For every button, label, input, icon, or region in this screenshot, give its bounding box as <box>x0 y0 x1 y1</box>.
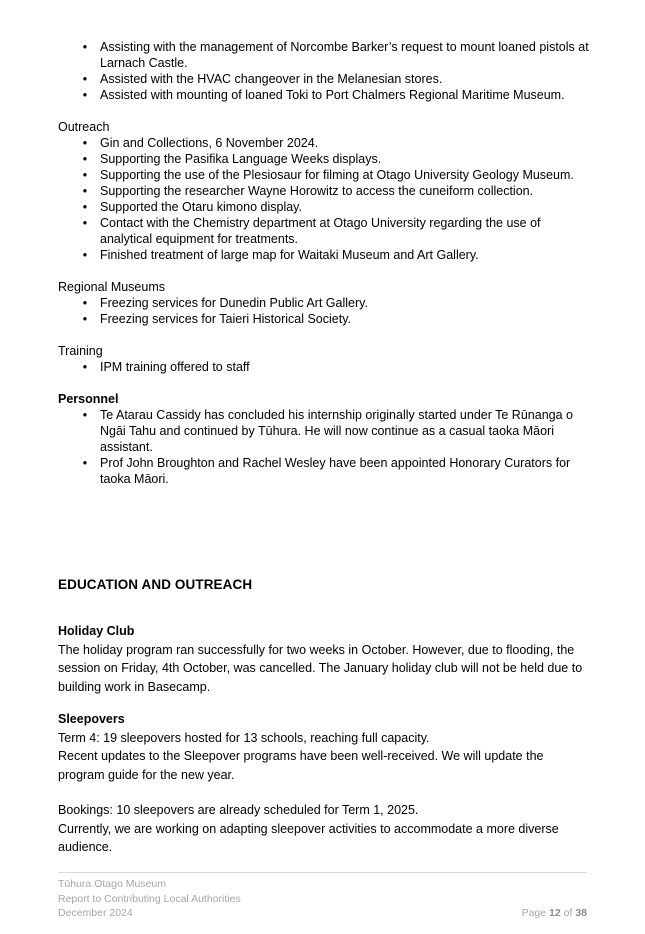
list-item-text: Freezing services for Dunedin Public Art Gallery. <box>100 296 368 310</box>
list-item-text: Supporting the use of the Plesiosaur for filming at Otago University Geology Museum. <box>100 168 574 182</box>
footer-divider <box>58 872 587 873</box>
list-item <box>58 247 593 263</box>
list-item <box>58 71 593 87</box>
list-item-text: Prof John Broughton and Rachel Wesley have been appointed Honorary Curators for taoka Māori. <box>100 456 571 486</box>
footer-org: Tūhura Otago Museum <box>58 878 166 890</box>
page-prefix: Page <box>521 907 547 919</box>
regional-museums-label: Regional Museums <box>58 280 165 294</box>
list-item <box>58 359 593 375</box>
bullet-icon: • <box>82 184 88 198</box>
sleepovers-line: Currently, we are working on adapting sleepover activities to accommodate a more diverse audience. <box>58 821 559 854</box>
section-heading: EDUCATION AND OUTREACH <box>58 577 253 592</box>
outreach-label: Outreach <box>58 120 110 134</box>
sleepovers-line: Term 4: 19 sleepovers hosted for 13 schools, reaching full capacity. <box>58 730 430 745</box>
bullet-icon: • <box>82 136 88 150</box>
list-item-text: Supporting the Pasifika Language Weeks displays. <box>100 152 382 166</box>
list-item-text: Gin and Collections, 6 November 2024. <box>100 136 319 150</box>
bullet-icon: • <box>82 248 88 262</box>
holiday-club-text: The holiday program ran successfully for two weeks in October. However, due to flooding, the session on Friday, 4th October, was cancelled. The January holiday club will not be held due to building work in Basecamp. <box>58 642 583 694</box>
bullet-icon: • <box>82 408 88 422</box>
collections-section <box>58 39 593 487</box>
bullet-icon: • <box>82 312 88 326</box>
bullet-icon: • <box>82 152 88 166</box>
list-item-text: Assisting with the management of Norcombe Barker’s request to mount loaned pistols at Larnach Castle. <box>100 40 589 70</box>
bullet-icon: • <box>82 200 88 214</box>
bullet-icon: • <box>82 456 88 470</box>
bullet-icon: • <box>82 40 88 54</box>
list-item <box>58 199 593 215</box>
list-item <box>58 135 593 151</box>
personnel-list <box>58 407 593 487</box>
list-item <box>58 151 593 167</box>
footer-report: Report to Contributing Local Authorities <box>58 892 241 905</box>
sleepovers-line: Bookings: 10 sleepovers are already scheduled for Term 1, 2025. <box>58 803 419 817</box>
list-item-text: Finished treatment of large map for Waitaki Museum and Art Gallery. <box>100 248 479 262</box>
list-item-text: IPM training offered to staff <box>100 360 250 374</box>
list-item <box>58 407 593 455</box>
training-label: Training <box>58 344 103 358</box>
sleepovers-line: Recent updates to the Sleepover programs have been well-received. We will update the program guide for the new year. <box>58 749 544 782</box>
personnel-label: Personnel <box>58 392 119 406</box>
education-section <box>58 622 593 857</box>
list-item <box>58 455 593 487</box>
list-item-text: Assisted with the HVAC changeover in the Melanesian stores. <box>100 72 443 86</box>
outreach-list <box>58 135 593 263</box>
list-item <box>58 183 593 199</box>
bullet-icon: • <box>82 216 88 230</box>
top-bullet-list <box>58 39 593 103</box>
training-list <box>58 359 593 375</box>
sleepovers-title: Sleepovers <box>58 712 125 726</box>
bullet-icon: • <box>82 296 88 310</box>
holiday-club-title: Holiday Club <box>58 624 135 638</box>
list-item <box>58 295 593 311</box>
list-item-text: Freezing services for Taieri Historical Society. <box>100 312 352 326</box>
list-item-text: Te Atarau Cassidy has concluded his internship originally started under Te Rūnanga o Ngāi Tahu and continued by Tūhura. He will now continue as a casual taoka Māori assistant. <box>100 408 573 454</box>
list-item-text: Supporting the researcher Wayne Horowitz to access the cuneiform collection. <box>100 184 534 198</box>
list-item-text: Contact with the Chemistry department at Otago University regarding the use of analytical equipment for treatments. <box>100 216 541 246</box>
page-number <box>522 906 587 921</box>
page-of: of <box>563 907 573 919</box>
bullet-icon: • <box>82 88 88 102</box>
bullet-icon: • <box>82 72 88 86</box>
page-current: 12 <box>549 907 561 919</box>
regional-list <box>58 295 593 327</box>
page-total: 38 <box>575 907 587 919</box>
list-item <box>58 215 593 247</box>
bullet-icon: • <box>82 168 88 182</box>
footer-date: December 2024 <box>58 907 133 919</box>
list-item <box>58 39 593 71</box>
list-item <box>58 87 593 103</box>
bullet-icon: • <box>82 360 88 374</box>
page-footer <box>58 877 587 921</box>
list-item-text: Supported the Otaru kimono display. <box>100 200 302 214</box>
list-item <box>58 167 593 183</box>
list-item <box>58 311 593 327</box>
list-item-text: Assisted with mounting of loaned Toki to Port Chalmers Regional Maritime Museum. <box>100 88 565 102</box>
